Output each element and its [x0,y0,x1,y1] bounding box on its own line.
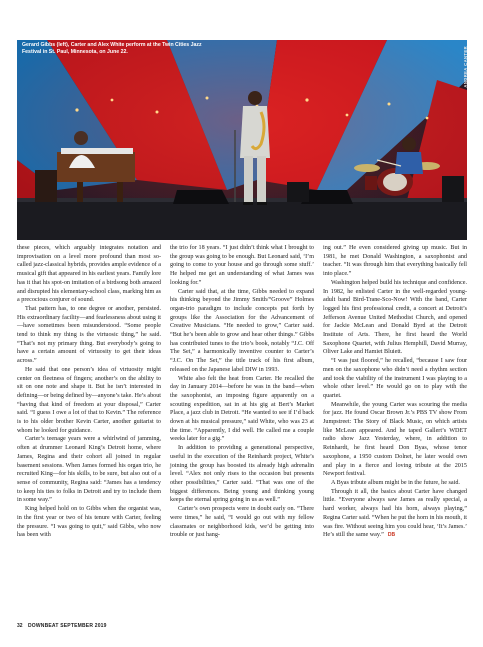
paragraph: “I was just floored,” he recalled, “because I saw four men on the saxophone who didn’t need a rhythm section and took the viability of the instrument I was playing to a whole other level.” He would go on to play with the quartet. [323,358,467,399]
photo-credit: ANDREA CANTER [463,46,468,88]
paragraph: Carter’s teenage years were a whirlwind of jamming, often at drummer Leonard King’s Detroit home, where James, Regina and their cohort all joined in regular basement sessions. When James formed his organ trio, he recruited King—for his skills, to be sure, but also out of a sense of community, Regina said: “James has a tendency to keep his ties to folks in Detroit and try to include them in some way.” [17,436,161,504]
paragraph: That pattern has, to one degree or another, persisted. His extraordinary facility—and fearlessness about using it—have sometimes been misunderstood. “Some people tend to think my thing is the virtuosic thing,” he said. “That’s not my primary thing. But everybody’s going to have a certain amount of virtuosity to get their ideas across.” [17,305,161,365]
text-column-2 [170,244,314,616]
paragraph: Carter’s own prospects were in doubt early on. “There were times,” he said, “I would go out with my fellow classmates or neighborhood kids, we’d be getting into trouble or just hang- [170,506,314,539]
paragraph: A Byas tribute album might be in the future, he said. [331,479,460,486]
stage-illustration [17,40,467,240]
photo-caption: Gerard Gibbs (left), Carter and Alex White perform at the Twin Cities Jazz Festival in St. Paul, Minnesota, on June 22. [22,42,202,55]
paragraph: Meanwhile, the young Carter was scouring the media for jazz. He found Oscar Brown Jr.’s PBS TV show From Jumpstreet: The Story of Black Music, on which artists like McLean appeared. And he taped Gallert’s WDET radio show Jazz Yesterday, where, in addition to Reinhardt, he first heard Don Byas, whose tenor saxophone, a 1950 custom Dolnet, he later would own and play in a fierce and loving tribute at the 2015 Newport festival. [323,401,467,478]
end-of-story-mark: DB [387,532,396,539]
paragraph: the trio for 18 years. “I just didn’t think what I brought to the group was going to be enough. But Leonard said, ‘I’m going to come to your house and go through some stuff.’ He helped me get an understanding of what James was looking for.” [170,245,314,286]
paragraph: White also felt the heat from Carter. He recalled the day in January 2014—before he was in the band—when the saxophonist, an imposing figure apparently on a scouting expedition, sat in at his gig at Bert’s Market Place, a jazz club in Detroit. “He wanted to see if I’d back down at his musical pressure,” said White, who was 23 at the time. “Apparently, I did well. He called me a couple weeks later for a gig.” [170,375,314,443]
paragraph: He said that one person’s idea of virtuosity might center on fleetness of fingers; another’s on the ability to sit on one note and shape it. But he isn’t interested in defining—or being defined by—anyone’s take. He’s about “having that kind of freedom at your disposal,” Carter said. “I guess I owe a lot of that to Kevin.” The reference is to his older brother Kevin Carter, another guitarist to whom he looked for guidance. [17,366,161,434]
page-number: 32 [17,623,23,629]
text-column-3 [323,244,467,616]
article-body [17,244,467,616]
paragraph-final-text: Through it all, the basics about Carter have changed little. “Everyone always saw James as really special, a hard worker, always had his horn, always playing,” Regina Carter said. “When he put the horn in his mouth, it was fire. Without seeing him you could hear, ‘It’s James.’ He’s still the same way.” [323,488,467,539]
magazine-issue: DOWNBEAT SEPTEMBER 2019 [27,623,107,629]
paragraph: In addition to providing a generational perspective, useful in the execution of the Reinhardt project, White’s joining the group has boosted its already high adrenalin level. “Alex not only rises to the occasion but presents other possibilities,” Carter said. “That was one of the biggest differences. Being young and thinking young keeps the eternal spring going in us as well.” [170,445,314,504]
paragraph: ing out.” He even considered giving up music. But in 1981, he met Donald Washington, a saxophonist and teacher. “It was through him that everything basically fell into place.” [323,245,467,278]
concert-photo [17,40,467,240]
paragraph: Carter said that, at the time, Gibbs needed to expand his thinking beyond the Jimmy Smith/“Groove” Holmes organ-trio paradigm to include concepts put forth by groups like the Association for the Advancement of Creative Musicians. “He needed to grow,” Carter said. “But he’s been able to grow and hear other things.” Gibbs has contributed tunes to the trio’s book, notably “J.C. Off The Set,” a harmonically inventive counter to Carter’s “J.C. On The Set,” the title track of his first album, released on the Japanese label DIW in 1993. [170,288,314,373]
paragraph-final [323,488,467,540]
paragraph: these pieces, which arguably integrates notation and improvisation on a level more profound than most so-called jazz-classical hybrids, provides ample evidence of a musical gift that appeared in his earliest years. Family lore has it that his spot-on imitation of a birdsong both amazed and disrupted his elementary-school class, marking him as a precocious conjurer of sound. [17,245,161,304]
page-footer [17,623,107,629]
text-column-1 [17,244,161,616]
paragraph: Washington helped build his technique and confidence. In 1982, he enlisted Carter in the well-regarded young-adult band Bird-Trane-Sco-Now! With the band, Carter logged his first professional credit, a concert at Detroit’s Jefferson Avenue United Methodist Church, and opened for Jackie McLean and Donald Byrd at the Detroit Institute of Arts. There, he first heard the World Saxophone Quartet, with Julius Hemphill, David Murray, Oliver Lake and Hamiet Bluiett. [323,279,467,356]
paragraph: King helped hold on to Gibbs when the organist was, in the first year or two of his tenure with Carter, feeling the pressure. “I was going to quit,” said Gibbs, who now has been with [17,506,161,539]
